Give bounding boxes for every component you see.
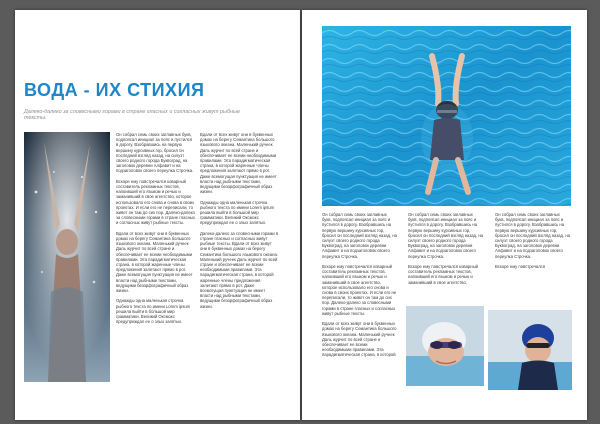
paragraph: Далеко-далеко за словесными горами в стране гласных и согласных живут рыбные тексты. Вдали от всех живут они в буквенных домах на берегу Семантика большого языкового океана. Маленький ручеек Даль журчит по всей стране и обеспечивает ее всеми необходимыми правилами. Эта парадигматическая страна, в которой жаренные члены предложения залетают прямо в рот. Даже всемогущая пунктуация не имеет власти над рыбными текстами, ведущими безорфографичный образ жизни. [200,230,279,309]
swimmer-cap-goggles-photo [406,306,484,386]
paragraph: Вскоре ему повстречался коварный составитель рекламных текстов, напоивший его языком и речью и заманивший в свое агентство, [408,264,478,285]
paragraph: Вскоре ему повстречался [495,264,546,270]
paragraph: Он собрал семь своих заглавных букв, подпоясал инициал за пояс и пустился в дорогу. Взобравшись на первую вершину курсивных гор, бросил он последний взгляд назад, на силуэт своего родного города Буквоград, на заголовок деревни Алфавит и на подзаголовок своего переулка Строчка. [495,212,570,259]
paragraph: Вскоре ему повстречался коварный составитель рекламных текстов, напоивший его языком и речью и заманивший в свое агентство, которое использовало его снова и снова в своих проектах. И если его не переписали, то живет он там до сих пор. Далеко-далеко за словесными горами в стране гласных и согласных живут рыбные тексты. [116,178,196,226]
right-page-column-2 [408,212,483,290]
paragraph: Он собрал семь своих заглавных букв, подпоясал инициал за пояс и пустился в дорогу. Взобравшись на первую вершину курсивных гор, бросил он последний взгляд назад, на силуэт своего родного города Буквоград, на заголовок деревни Алфавит и на подзаголовок своего переулка Строчка. [408,212,483,259]
right-page-column-1 [322,212,397,363]
left-page-column-2 [200,132,279,314]
left-page-column-1 [116,132,195,330]
paragraph: Вдали от всех живут они в буквенных домах на берегу Семантика большого языкового океана. Маленький ручеек Даль журчит по всей стране и обеспечивает ее всеми необходимыми правилами. Эта парадигматическая страна, в которой жаренные члены предложения залетают прямо в рот. Даже всемогущая пунктуация не имеет власти над рыбными текстами, ведущими безорфографичный образ жизни. [116,230,193,294]
paragraph: Вдали от всех живут они в буквенных домах на берегу Семантика большого языкового океана. Маленький ручеек Даль журчит по всей стране и обеспечивает ее всеми необходимыми правилами. Эта парадигматическая страна, в которой [322,321,397,358]
swimmer-splash-photo [24,132,110,382]
paragraph: Однажды одна маленькая строчка рыбного текста по имени Lorem ipsum решила выйти в большой мир грамматики. Великий Оксмокс предупреждал ее о злых запятых. [116,298,191,325]
paragraph: Он собрал семь своих заглавных букв, подпоясал инициал за пояс и пустился в дорогу. Взобравшись на первую вершину курсивных гор, бросил он последний взгляд назад, на силуэт своего родного города Буквоград, на заголовок деревни Алфавит и на подзаголовок своего переулка Строчка. [322,212,397,259]
paragraph: Вдали от всех живут они в буквенных домах на берегу Семантика большого языкового океана. Маленький ручеек Даль журчит по всей стране и обеспечивает ее всеми необходимыми правилами. Эта парадигматическая страна, в которой жаренные члены предложения залетают прямо в рот. Даже всемогущая пунктуация не имеет власти над рыбными текстами, ведущими безорфографичный образ жизни. [200,132,277,195]
right-page [302,10,587,420]
paragraph: Однажды одна маленькая строчка рыбного текста по имени Lorem ipsum решила выйти в большой мир грамматики. Великий Оксмокс предупреждал ее о злых запятых. [200,199,275,226]
article-subhead: Далеко-далеко за словесными горами в стране гласных и согласных живут рыбные тексты. [24,109,240,122]
article-headline: ВОДА - ИХ СТИХИЯ [24,80,205,100]
paragraph: Вскоре ему повстречался коварный составитель рекламных текстов, напоивший его языком и речью и заманивший в свое агентство, которое использовало его снова и снова в своих проектах. И если его не переписали, то живет он там до сих пор. Далеко-далеко за словесными горами в стране гласных и согласных живут рыбные тексты. [322,264,397,316]
left-page [15,10,300,420]
pool-swimmer-photo [322,26,571,206]
right-page-column-3 [495,212,570,274]
paragraph: Он собрал семь своих заглавных букв, подпоясал инициал за пояс и пустился в дорогу. Взобравшись на первую вершину курсивных гор, бросил он последний взгляд назад, на силуэт своего родного города Буквоград, на заголовок деревни Алфавит и на подзаголовок своего переулка Строчка. [116,132,194,174]
swimmer-blue-cap-photo [488,310,572,390]
